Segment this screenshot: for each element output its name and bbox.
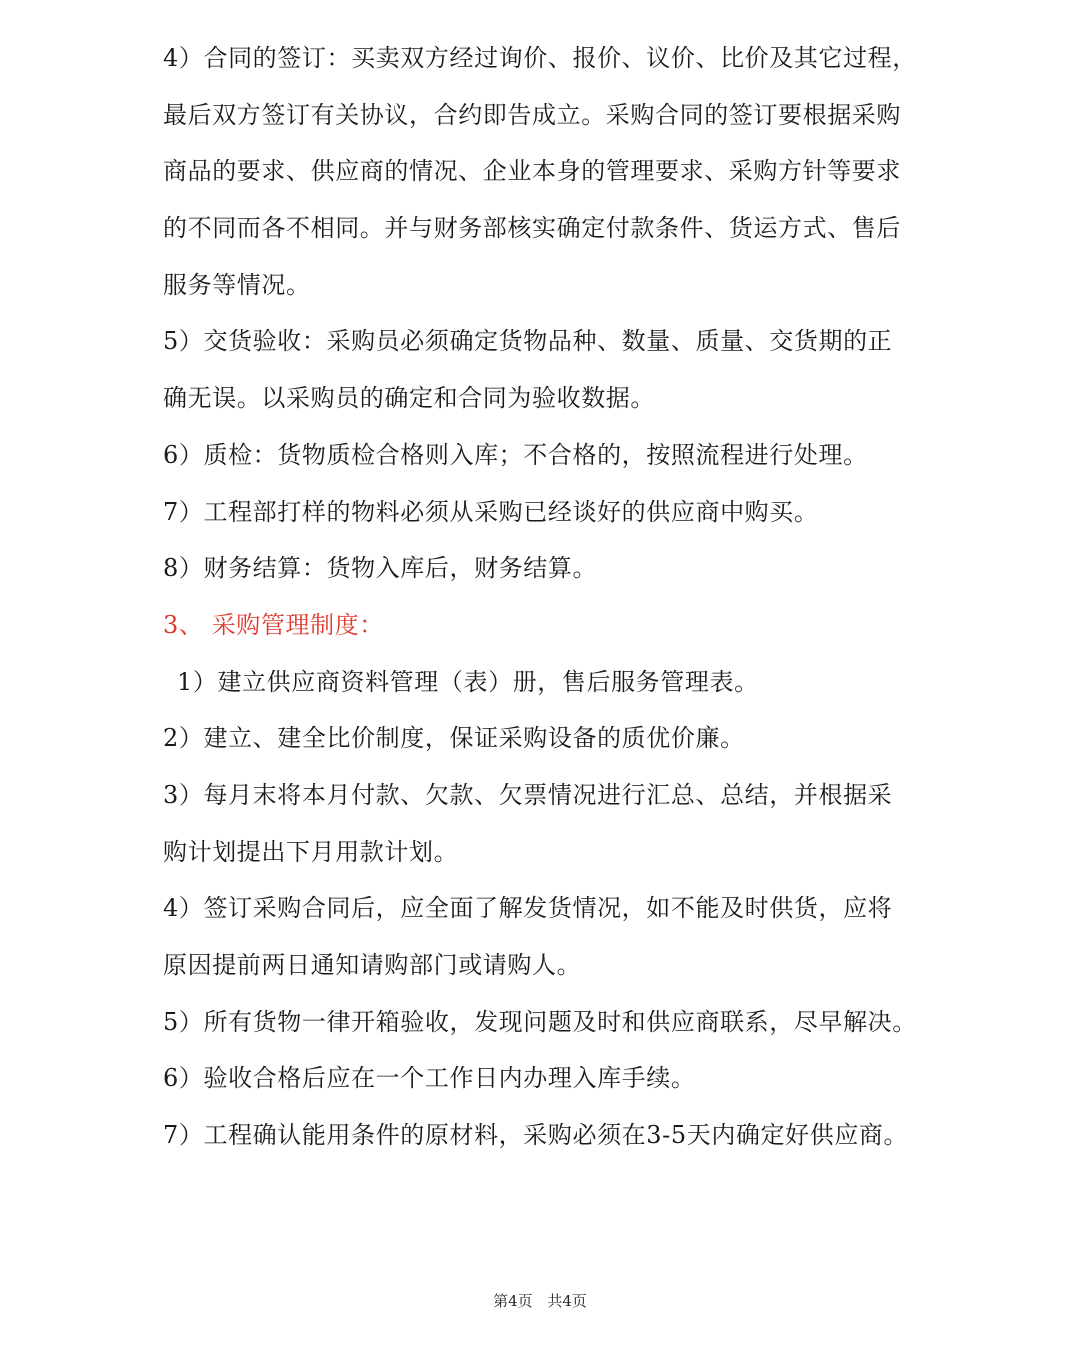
section-line: 购计划提出下月用款计划。 bbox=[163, 837, 459, 866]
paragraph-line: 6）质检：货物质检合格则入库；不合格的，按照流程进行处理。 bbox=[163, 440, 868, 469]
section-line: 6）验收合格后应在一个工作日内办理入库手续。 bbox=[163, 1064, 696, 1093]
paragraph-line: 最后双方签订有关协议，合约即告成立。采购合同的签订要根据采购 bbox=[163, 100, 901, 129]
section-line: 原因提前两日通知请购部门或请购人。 bbox=[163, 951, 582, 979]
section-line: 7）工程确认能用条件的原材料，采购必须在3-5天内确定好供应商。 bbox=[163, 1121, 909, 1150]
paragraph-line: 商品的要求、供应商的情况、企业本身的管理要求、采购方针等要求 bbox=[163, 157, 901, 186]
document-body bbox=[163, 30, 923, 1164]
paragraph-line: 5）交货验收：采购员必须确定货物品种、数量、质量、交货期的正 bbox=[163, 327, 893, 356]
paragraph-line: 确无误。以采购员的确定和合同为验收数据。 bbox=[163, 384, 655, 413]
section-line: 2）建立、建全比价制度，保证采购设备的质优价廉。 bbox=[163, 724, 745, 753]
paragraph-line: 的不同而各不相同。并与财务部核实确定付款条件、货运方式、售后 bbox=[163, 214, 901, 243]
paragraph-line: 服务等情况。 bbox=[163, 270, 311, 299]
section-line: 4）签订采购合同后，应全面了解发货情况，如不能及时供货，应将 bbox=[163, 894, 893, 923]
section-line: 5）所有货物一律开箱验收，发现问题及时和供应商联系，尽早解决。 bbox=[163, 1007, 917, 1036]
page-number-current: 第4页 bbox=[493, 1292, 533, 1310]
paragraph-line: 4）合同的签订：买卖双方经过询价、报价、议价、比价及其它过程， bbox=[163, 44, 917, 72]
paragraph-line: 7）工程部打样的物料必须从采购已经谈好的供应商中购买。 bbox=[163, 497, 819, 526]
section-line: 3）每月末将本月付款、欠款、欠票情况进行汇总、总结，并根据采 bbox=[163, 780, 893, 809]
page-footer bbox=[0, 1290, 1080, 1311]
page-number-total: 共4页 bbox=[547, 1292, 587, 1310]
paragraph-line: 8）财务结算：货物入库后，财务结算。 bbox=[163, 554, 598, 583]
section-heading: 3、 采购管理制度： bbox=[163, 610, 384, 639]
section-line: 1）建立供应商资料管理（表）册，售后服务管理表。 bbox=[177, 667, 759, 696]
